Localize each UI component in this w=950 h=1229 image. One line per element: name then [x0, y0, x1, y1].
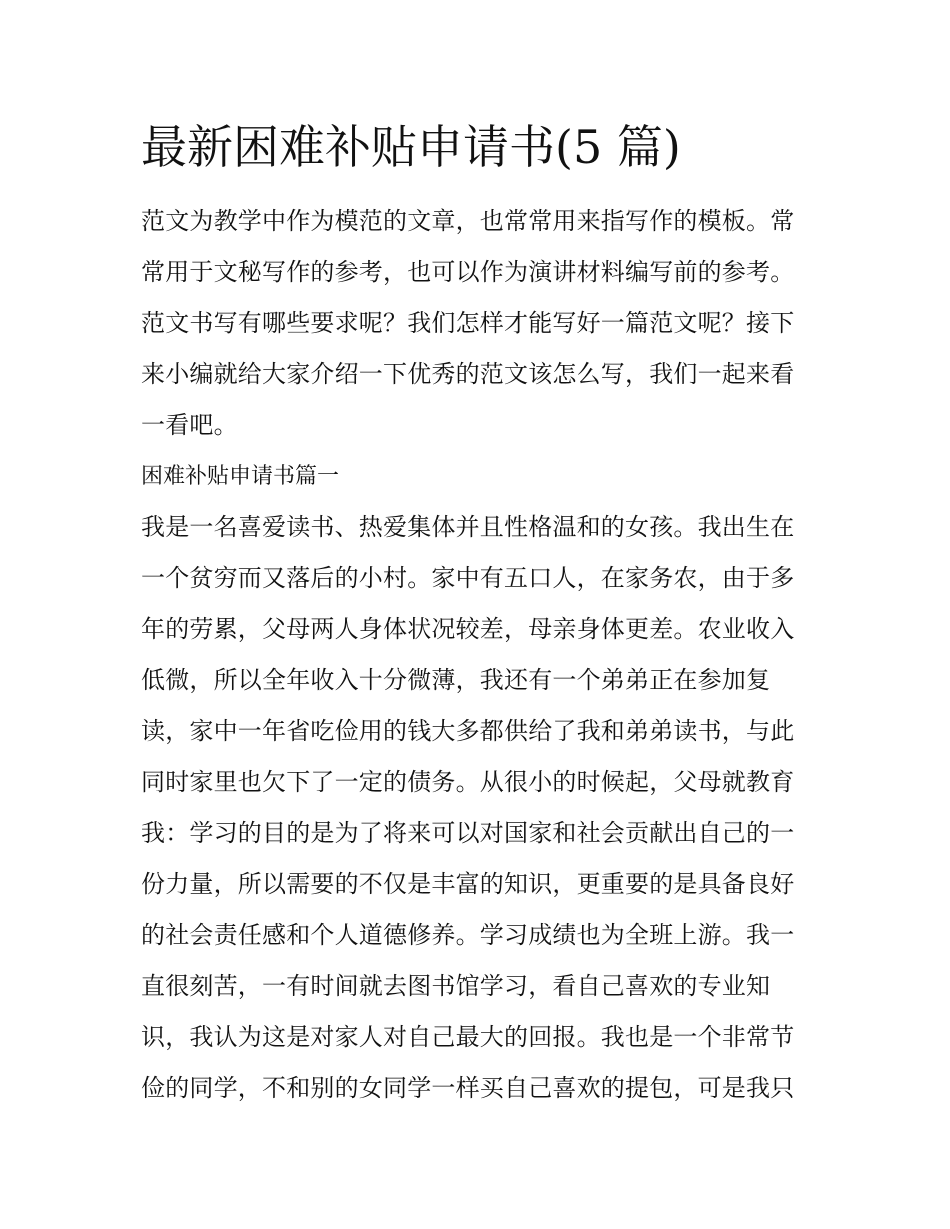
intro-line: 一看吧。	[141, 411, 238, 439]
body-line: 读，家中一年省吃俭用的钱大多都供给了我和弟弟读书，与此	[141, 717, 795, 745]
intro-line: 常用于文秘写作的参考，也可以作为演讲材料编写前的参考。	[141, 258, 795, 286]
body-line: 年的劳累，父母两人身体状况较差，母亲身体更差。农业收入	[141, 615, 795, 643]
body-line: 我：学习的目的是为了将来可以对国家和社会贡献出自己的一	[141, 819, 795, 847]
body-line: 俭的同学，不和别的女同学一样买自己喜欢的提包，可是我只	[141, 1074, 795, 1102]
body-line: 直很刻苦，一有时间就去图书馆学习，看自己喜欢的专业知	[141, 972, 771, 1000]
body-line: 的社会责任感和个人道德修养。学习成绩也为全班上游。我一	[141, 921, 795, 949]
body-line: 份力量，所以需要的不仅是丰富的知识，更重要的是具备良好	[141, 870, 795, 898]
body-paragraph	[141, 502, 813, 1114]
intro-line: 来小编就给大家介绍一下优秀的范文该怎么写，我们一起来看	[141, 360, 795, 388]
body-line: 我是一名喜爱读书、热爱集体并且性格温和的女孩。我出生在	[141, 513, 795, 541]
intro-line: 范文为教学中作为模范的文章，也常常用来指写作的模板。常	[141, 207, 795, 235]
body-line: 同时家里也欠下了一定的债务。从很小的时候起，父母就教育	[141, 768, 795, 796]
intro-line: 范文书写有哪些要求呢？我们怎样才能写好一篇范文呢？接下	[141, 309, 795, 337]
body-line: 识，我认为这是对家人对自己最大的回报。我也是一个非常节	[141, 1023, 795, 1051]
section-heading: 困难补贴申请书篇一	[141, 464, 340, 489]
intro-paragraph	[141, 196, 813, 451]
body-line: 一个贫穷而又落后的小村。家中有五口人，在家务农，由于多	[141, 564, 795, 592]
body-line: 低微，所以全年收入十分微薄，我还有一个弟弟正在参加复	[141, 666, 771, 694]
document-content	[141, 116, 813, 1114]
document-title: 最新困难补贴申请书(5 篇)	[141, 120, 681, 174]
